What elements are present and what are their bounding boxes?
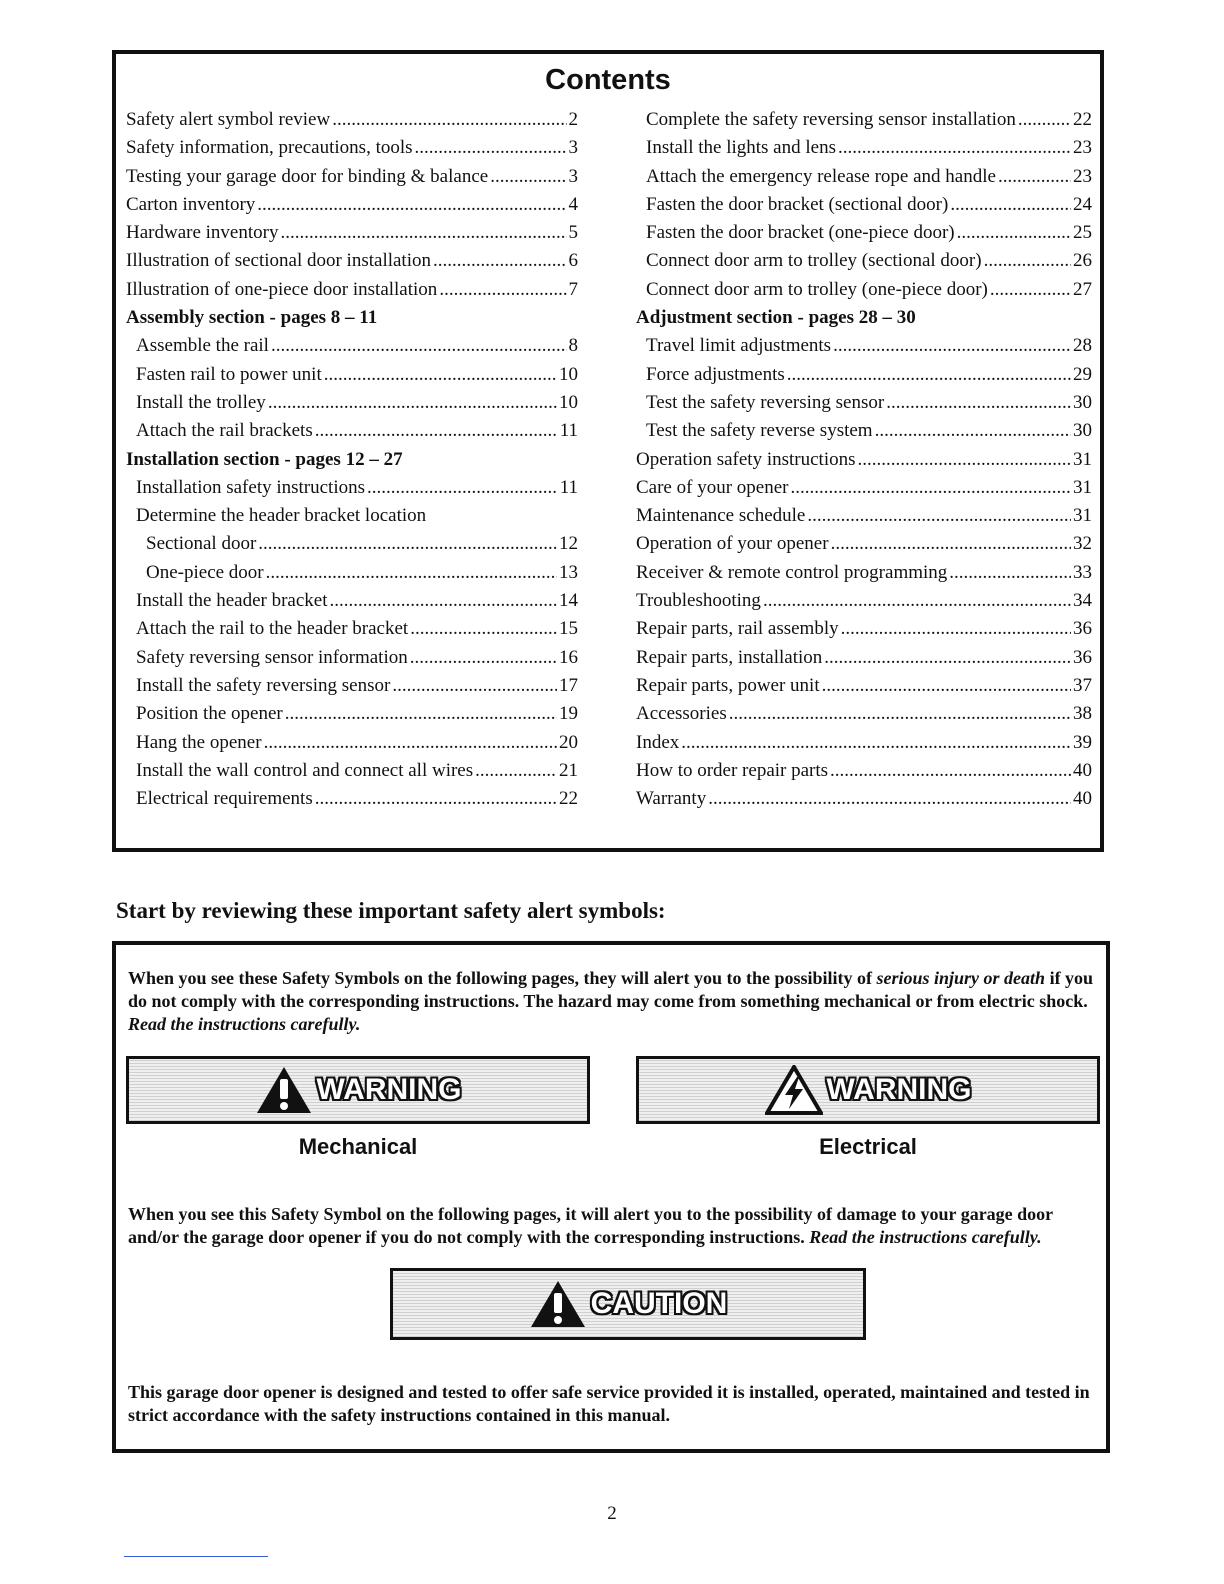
contents-entry (636, 219, 1092, 247)
contents-entry-title: Assembly section - pages 8 – 11 (126, 307, 378, 329)
safety-statement-paragraph: This garage door opener is designed and tested to offer safe service provided it is installed, operated, maintained and tested in strict accordance with the safety instructions contained in this manual. (128, 1382, 1090, 1425)
mechanical-warning-sign (126, 1056, 590, 1124)
contents-entry-page: 19 (559, 703, 578, 725)
contents-entry-page: 10 (559, 391, 578, 413)
contents-entry-title: Install the trolley (136, 391, 266, 413)
dot-leader (833, 332, 1071, 360)
contents-entry-page: 3 (568, 165, 578, 187)
contents-entry-title: Troubleshooting (636, 590, 761, 612)
contents-entry-page: 14 (559, 590, 578, 612)
contents-entry-page: 22 (559, 788, 578, 810)
dot-leader (949, 559, 1071, 587)
contents-entry-page: 36 (1073, 618, 1092, 640)
electrical-caption: Electrical (819, 1134, 917, 1159)
contents-entry (126, 729, 578, 757)
dot-leader (439, 276, 566, 304)
contents-entry (126, 191, 578, 219)
contents-entry-page: 6 (568, 250, 578, 272)
contents-entry-title: Attach the emergency release rope and handle (646, 165, 996, 187)
exclamation-triangle-icon (255, 1065, 313, 1115)
contents-entry (126, 474, 578, 502)
contents-entry-title: Maintenance schedule (636, 505, 806, 527)
contents-entry-title: Assemble the rail (136, 335, 269, 357)
contents-entry-page: 2 (568, 109, 578, 130)
contents-entry (126, 106, 578, 134)
contents-entry-title: Operation safety instructions (636, 448, 856, 470)
contents-entry (126, 276, 578, 304)
contents-entry (636, 276, 1092, 304)
contents-entry-page: 30 (1073, 420, 1092, 442)
dot-leader (838, 134, 1071, 162)
contents-entry-page: 27 (1073, 278, 1092, 300)
contents-entry (126, 163, 578, 191)
contents-entry-title: Travel limit adjustments (646, 335, 832, 357)
contents-entry-page: 32 (1073, 533, 1092, 555)
contents-entry-title: Carton inventory (126, 193, 256, 215)
contents-entry (126, 361, 578, 389)
dot-leader (830, 757, 1071, 785)
dot-leader (822, 672, 1071, 700)
dot-leader (332, 106, 566, 134)
contents-entry (636, 587, 1092, 615)
contents-entry-title: Installation safety instructions (136, 476, 366, 498)
contents-entry (636, 191, 1092, 219)
contents-entry-title: Hang the opener (136, 731, 262, 753)
dot-leader (990, 276, 1071, 304)
contents-entry-title: Test the safety reversing sensor (646, 391, 885, 413)
dot-leader (831, 530, 1071, 558)
contents-entry (636, 729, 1092, 757)
contents-entry (636, 757, 1092, 785)
contents-entry (126, 700, 578, 728)
contents-entry-page: 40 (1073, 788, 1092, 810)
dot-leader (367, 474, 558, 502)
contents-entry-page: 38 (1073, 703, 1092, 725)
contents-entry-page: 5 (568, 222, 578, 244)
contents-entry-page: 33 (1073, 561, 1092, 583)
dot-leader (708, 785, 1071, 813)
contents-entry (636, 332, 1092, 360)
contents-entry-title: Illustration of one-piece door installation (126, 278, 438, 300)
contents-entry-title: Safety alert symbol review (126, 109, 331, 130)
contents-entry (126, 247, 578, 275)
lightning-triangle-icon (765, 1065, 823, 1115)
contents-section-heading (636, 304, 1092, 332)
dot-leader (415, 134, 567, 162)
dot-leader (858, 446, 1071, 474)
contents-entry-title: Install the safety reversing sensor (136, 674, 391, 696)
contents-entry-title: Repair parts, installation (636, 646, 823, 668)
contents-entry (636, 163, 1092, 191)
dot-leader (475, 757, 557, 785)
safety-symbols-box (112, 941, 1110, 1453)
contents-entry (126, 757, 578, 785)
contents-entry (126, 417, 578, 445)
dot-leader (266, 559, 557, 587)
contents-entry-title: Test the safety reverse system (646, 420, 873, 442)
contents-entry-title: Determine the header bracket location (136, 505, 427, 527)
contents-entry (636, 644, 1092, 672)
contents-entry-title: Installation section - pages 12 – 27 (126, 448, 403, 470)
contents-entry-page: 30 (1073, 391, 1092, 413)
contents-entry-title: Care of your opener (636, 476, 789, 498)
contents-entry (636, 446, 1092, 474)
dot-leader (807, 502, 1071, 530)
contents-entry-title: Operation of your opener (636, 533, 829, 555)
contents-entry-page: 25 (1073, 222, 1092, 244)
dot-leader (285, 700, 557, 728)
contents-entry (126, 389, 578, 417)
dot-leader (1018, 106, 1071, 134)
contents-entry-page: 4 (568, 193, 578, 215)
contents-entry-page: 10 (559, 363, 578, 385)
contents-entry (126, 672, 578, 700)
dot-leader (329, 587, 557, 615)
contents-entry-page: 39 (1073, 731, 1092, 753)
contents-entry-page: 22 (1073, 109, 1092, 130)
dot-leader (271, 332, 567, 360)
contents-entry-page: 16 (559, 646, 578, 668)
contents-entry (636, 785, 1092, 813)
caution-sign (390, 1268, 866, 1340)
contents-entry-page: 21 (559, 759, 578, 781)
contents-entry-page: 12 (559, 533, 578, 555)
caution-word: CAUTION (590, 1287, 728, 1320)
contents-entry-page: 31 (1073, 476, 1092, 498)
contents-entry (126, 134, 578, 162)
contents-right-column (636, 106, 1092, 813)
contents-entry-page: 20 (559, 731, 578, 753)
contents-entry (636, 474, 1092, 502)
contents-entry-title: Safety reversing sensor information (136, 646, 408, 668)
exclamation-triangle-icon (529, 1279, 587, 1329)
contents-entry-page: 23 (1073, 137, 1092, 159)
contents-entry-page: 11 (559, 420, 578, 442)
contents-left-column (126, 106, 578, 813)
safety-heading: Start by reviewing these important safety alert symbols: (116, 898, 666, 923)
contents-entry-title: Complete the safety reversing sensor installation (646, 109, 1016, 130)
contents-entry (636, 672, 1092, 700)
mechanical-caption: Mechanical (298, 1134, 418, 1159)
contents-entry-title: Force adjustments (646, 363, 785, 385)
contents-entry-page: 15 (559, 618, 578, 640)
contents-entry-page: 23 (1073, 165, 1092, 187)
contents-entry-title: One-piece door (146, 561, 264, 583)
caution-intro-paragraph: When you see this Safety Symbol on the following pages, it will alert you to the possibility of damage to your garage door and/or the garage door opener if you do not comply with the corresponding instructions. Read the instructions carefully. (128, 1204, 1053, 1247)
contents-entry-page: 28 (1073, 335, 1092, 357)
dot-leader (324, 361, 557, 389)
dot-leader (824, 644, 1071, 672)
dot-leader (268, 389, 557, 417)
dot-leader (315, 785, 557, 813)
dot-leader (315, 417, 558, 445)
contents-entry-title: Sectional door (146, 533, 257, 555)
contents-entry-title: Connect door arm to trolley (one-piece door) (646, 278, 988, 300)
dot-leader (841, 615, 1071, 643)
contents-entry-title: Attach the rail to the header bracket (136, 618, 409, 640)
contents-entry-title: Accessories (636, 703, 727, 725)
contents-entry-page: 7 (568, 278, 578, 300)
contents-box (112, 50, 1104, 852)
contents-entry-page: 3 (568, 137, 578, 159)
contents-entry-page: 24 (1073, 193, 1092, 215)
contents-entry-title: Install the header bracket (136, 590, 328, 612)
dot-leader (681, 729, 1071, 757)
contents-entry-title: Index (636, 731, 680, 753)
dot-leader (410, 615, 557, 643)
dot-leader (264, 729, 557, 757)
contents-entry (126, 559, 578, 587)
contents-entry-page: 34 (1073, 590, 1092, 612)
contents-entry-title: Connect door arm to trolley (sectional door) (646, 250, 982, 272)
dot-leader (257, 191, 566, 219)
footer-rule (124, 1556, 268, 1557)
contents-section-heading (126, 304, 578, 332)
contents-entry-title: Receiver & remote control programming (636, 561, 948, 583)
contents-entry-title: Fasten rail to power unit (136, 363, 322, 385)
contents-entry-page: 31 (1073, 448, 1092, 470)
contents-entry (636, 389, 1092, 417)
contents-entry-page: 26 (1073, 250, 1092, 272)
dot-leader (886, 389, 1071, 417)
dot-leader (984, 247, 1071, 275)
contents-section-heading (126, 446, 578, 474)
contents-entry-title: Repair parts, power unit (636, 674, 820, 696)
dot-leader (787, 361, 1071, 389)
warning-word: WARNING (316, 1073, 462, 1106)
contents-entry-page: 37 (1073, 674, 1092, 696)
contents-entry-page: 11 (559, 476, 578, 498)
warning-word: WARNING (826, 1073, 972, 1106)
contents-entry (636, 559, 1092, 587)
dot-leader (410, 644, 557, 672)
contents-entry (126, 219, 578, 247)
contents-entry-title: Adjustment section - pages 28 – 30 (636, 307, 916, 329)
contents-title: Contents (545, 64, 671, 96)
contents-entry (126, 502, 578, 530)
contents-entry-title: Install the lights and lens (646, 137, 836, 159)
contents-entry-title: How to order repair parts (636, 759, 829, 781)
contents-entry-page: 17 (559, 674, 578, 696)
dot-leader (998, 163, 1071, 191)
dot-leader (258, 530, 557, 558)
contents-entry (126, 332, 578, 360)
contents-entry-title: Position the opener (136, 703, 283, 725)
contents-entry (636, 615, 1092, 643)
contents-entry-page: 36 (1073, 646, 1092, 668)
contents-entry-page: 31 (1073, 505, 1092, 527)
dot-leader (433, 247, 567, 275)
contents-entry-title: Safety information, precautions, tools (126, 137, 413, 159)
dot-leader (875, 417, 1071, 445)
contents-entry (636, 106, 1092, 134)
contents-entry-page: 13 (559, 561, 578, 583)
dot-leader (957, 219, 1071, 247)
contents-entry (126, 530, 578, 558)
contents-entry-title: Install the wall control and connect all wires (136, 759, 474, 781)
dot-leader (950, 191, 1071, 219)
electrical-warning-sign (636, 1056, 1100, 1124)
dot-leader (729, 700, 1071, 728)
contents-entry (636, 530, 1092, 558)
dot-leader (490, 163, 566, 191)
contents-entry-title: Hardware inventory (126, 222, 279, 244)
contents-entry-title: Electrical requirements (136, 788, 313, 810)
contents-entry-page: 8 (568, 335, 578, 357)
dot-leader (763, 587, 1071, 615)
dot-leader (280, 219, 566, 247)
contents-entry-title: Testing your garage door for binding & balance (126, 165, 489, 187)
contents-entry-title: Warranty (636, 788, 707, 810)
contents-entry (126, 587, 578, 615)
safety-intro-paragraph: When you see these Safety Symbols on the following pages, they will alert you to the possibility of serious injury or death if you do not comply with the corresponding instructions. The hazard may come from something mechanical or from electric shock. Read the instructions carefully. (128, 968, 1094, 1034)
contents-entry-page: 29 (1073, 363, 1092, 385)
contents-entry-title: Fasten the door bracket (sectional door) (646, 193, 949, 215)
contents-entry (636, 361, 1092, 389)
contents-entry (636, 247, 1092, 275)
contents-entry (636, 700, 1092, 728)
dot-leader (790, 474, 1071, 502)
contents-entry-title: Repair parts, rail assembly (636, 618, 839, 640)
contents-entry (126, 615, 578, 643)
contents-entry (636, 134, 1092, 162)
contents-entry (636, 417, 1092, 445)
contents-entry-page: 40 (1073, 759, 1092, 781)
contents-entry-title: Illustration of sectional door installation (126, 250, 431, 272)
contents-entry-title: Attach the rail brackets (136, 420, 313, 442)
dot-leader (392, 672, 557, 700)
page-number: 2 (607, 1503, 617, 1524)
contents-entry-title: Fasten the door bracket (one-piece door) (646, 222, 955, 244)
contents-entry (126, 644, 578, 672)
contents-entry (126, 785, 578, 813)
contents-entry (636, 502, 1092, 530)
